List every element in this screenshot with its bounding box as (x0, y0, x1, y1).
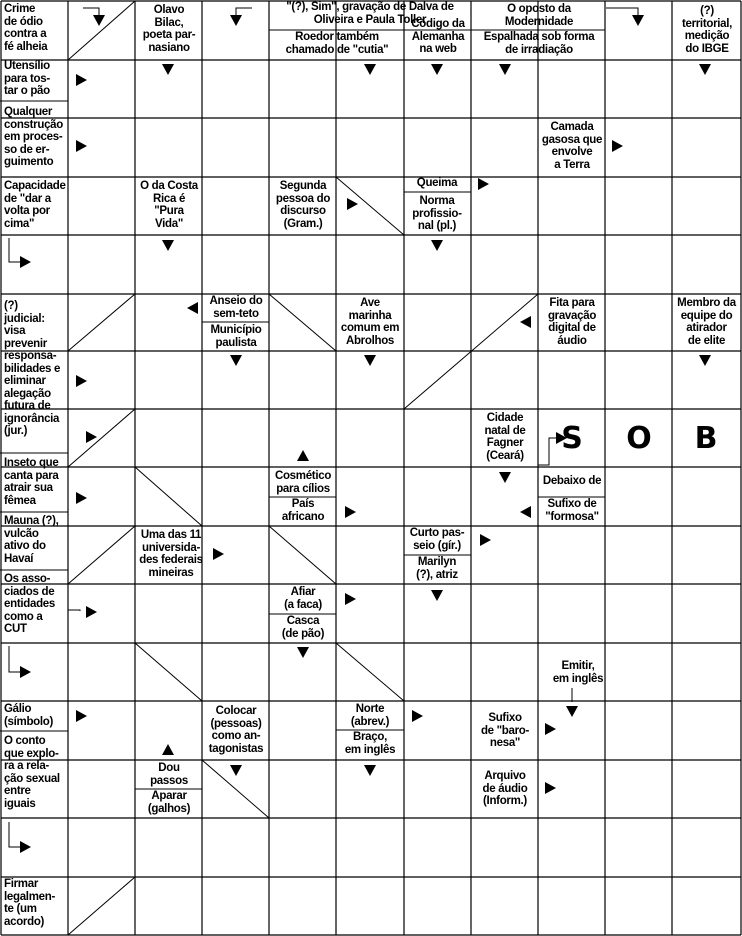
clue-dou-passos: Dou passos (150, 762, 188, 787)
diagonal-split-line (68, 409, 135, 467)
arrow-down-icon (230, 765, 242, 776)
arrow-down-icon (699, 64, 711, 75)
clue-segunda-pessoa: Segunda pessoa do discurso (Gram.) (275, 180, 331, 230)
letter-cell-o[interactable]: O (626, 421, 652, 456)
arrow-down-icon (699, 355, 711, 366)
diagonal-split-line (68, 877, 135, 935)
arrow-right-icon (345, 593, 356, 605)
arrow-right-icon (347, 198, 358, 210)
arrow-right-icon (20, 666, 31, 678)
bent-arrow-line (9, 822, 20, 847)
clue-firmar-legalmente: Firmar legalmen- te (um acordo) (4, 878, 55, 928)
arrow-down-icon (162, 64, 174, 75)
clue-sim-gravacao: "(?), Sim", gravação de Dalva de Oliveira e Paula Toller (286, 1, 454, 26)
clue-associados: Os asso- ciados de entidades como a CUT (4, 573, 55, 635)
clue-ave-marinha: Ave marinha comum em Abrolhos (340, 297, 400, 347)
clue-conto: O conto que explo- ra a rela- ção sexual entre iguais (4, 735, 60, 810)
clue-debaixo-de: Debaixo de (542, 475, 602, 487)
arrow-right-icon (20, 841, 31, 853)
arrow-right-icon (86, 606, 97, 618)
arrow-right-icon (76, 492, 87, 504)
arrow-down-icon (364, 355, 376, 366)
arrow-right-icon (478, 178, 489, 190)
clue-fita-gravacao: Fita para gravação digital de áudio (547, 297, 597, 347)
clue-utensilio: Utensílio para tos- tar o pão (4, 60, 50, 97)
clue-universidades: Uma das 11 universida- des federais mineiras (139, 529, 203, 579)
arrow-right-icon (480, 534, 491, 546)
diagonal-split-line (68, 526, 135, 584)
arrow-right-icon (76, 710, 87, 722)
arrow-down-icon (162, 240, 174, 251)
arrow-down-icon (431, 240, 443, 251)
clue-anseio-sem-teto: Anseio do sem-teto (209, 295, 263, 320)
clue-capacidade: Capacidade de "dar a volta por cima" (4, 180, 66, 230)
diagonal-split-line (68, 1, 135, 60)
diagonal-split-line (336, 643, 404, 701)
arrow-right-icon (76, 375, 87, 387)
clue-pais-africano: País africano (281, 498, 325, 523)
clue-braco-ingles: Braço, em inglês (344, 731, 396, 756)
clue-cosmetico-cilios: Cosmético para cílios (274, 470, 332, 495)
clue-norma-profissional: Norma profissio- nal (pl.) (412, 195, 462, 232)
clue-qualquer-construcao: Qualquer construção em proces- so de er- guimento (4, 106, 63, 168)
clue-olavo-bilac: Olavo Bilac, poeta par- nasiano (142, 4, 196, 54)
clue-mauna: Mauna (?), vulcão ativo do Havaí (4, 515, 59, 565)
clue-curto-passeio: Curto pas- seio (gír.) (409, 527, 465, 552)
diagonal-split-line (68, 294, 135, 351)
arrow-down-icon (499, 64, 511, 75)
diagonal-split-line (336, 177, 404, 235)
clue-afiar: Afiar (a faca) (284, 586, 322, 611)
arrow-left-icon (187, 302, 198, 314)
arrow-right-icon (76, 74, 87, 86)
letter-cell-s[interactable]: S (561, 421, 583, 456)
diagonal-split-line (269, 526, 336, 584)
arrow-left-icon (520, 316, 531, 328)
arrow-down-icon (230, 15, 242, 26)
clue-aparar: Aparar (galhos) (147, 790, 191, 815)
arrow-down-icon (297, 647, 309, 658)
arrow-right-icon (545, 723, 556, 735)
arrow-up-icon (162, 744, 174, 755)
diagonal-split-line (135, 643, 202, 701)
clue-norte-abrev: Norte (abrev.) (350, 703, 390, 728)
arrow-down-icon (566, 706, 578, 717)
arrow-right-icon (20, 256, 31, 268)
clue-colocar-pessoas: Colocar (pessoas) como an- tagonistas (208, 705, 264, 755)
clue-emitir: Emitir, em inglês (552, 660, 604, 685)
arrow-right-icon (86, 431, 97, 443)
clue-municipio-paulista: Município paulista (210, 324, 262, 349)
arrow-down-icon (364, 64, 376, 75)
clue-casca-pao: Casca (de pão) (281, 615, 325, 640)
clue-sufixo-formosa: Sufixo de "formosa" (545, 498, 599, 523)
clue-sufixo-baronesa: Sufixo de "baro- nesa" (480, 712, 530, 749)
clue-marilyn: Marilyn (?), atriz (416, 556, 458, 581)
arrow-right-icon (76, 140, 87, 152)
diagonal-split-line (135, 467, 202, 526)
arrow-down-icon (431, 590, 443, 601)
clue-espalhada: Espalhada sob forma de irradiação (483, 31, 595, 56)
clue-galio: Gálio (símbolo) (4, 703, 54, 728)
arrow-down-icon (632, 15, 644, 26)
clue-crime-odio: Crime de ódio contra a fé alheia (4, 3, 48, 53)
clue-cidade-fagner: Cidade natal de Fagner (Ceará) (484, 412, 526, 462)
clue-queima: Queima (416, 177, 458, 189)
bent-arrow-line (83, 8, 99, 15)
arrow-down-icon (93, 15, 105, 26)
bent-arrow-line (9, 238, 20, 262)
clue-inseto: Inseto que canta para atrair sua fêmea (4, 457, 59, 507)
clue-oposto-modernidade: O oposto da Modernidade (504, 3, 574, 28)
clue-judicial: (?) judicial: visa prevenir responsa- bilidades e eliminar alegação futura de ignorância (jur.) (4, 300, 61, 437)
clue-codigo-alemanha: Código da Alemanha na web (411, 18, 465, 55)
clue-costa-rica: O da Costa Rica é "Pura Vida" (140, 180, 198, 230)
clue-roedor-cutia: Roedor também chamado de "cutia" (285, 31, 389, 56)
bent-arrow-line (9, 646, 20, 672)
diagonal-split-line (269, 294, 336, 351)
bent-arrow-line (606, 8, 638, 15)
clue-membro-equipe: Membro da equipe do atirador de elite (677, 297, 736, 347)
arrow-down-icon (499, 472, 511, 483)
letter-cell-b[interactable]: B (694, 421, 718, 456)
arrow-up-icon (297, 450, 309, 461)
arrow-right-icon (345, 506, 356, 518)
arrow-right-icon (612, 140, 623, 152)
bent-arrow-line (236, 8, 252, 15)
arrow-right-icon (545, 782, 556, 794)
arrow-left-icon (520, 506, 531, 518)
arrow-right-icon (213, 548, 224, 560)
clue-arquivo-audio: Arquivo de áudio (Inform.) (482, 770, 528, 807)
arrow-down-icon (364, 765, 376, 776)
arrow-down-icon (431, 64, 443, 75)
clue-territorial-ibge: (?) territorial, medição do IBGE (681, 5, 733, 55)
arrow-down-icon (230, 355, 242, 366)
arrow-right-icon (412, 710, 423, 722)
clue-camada-gasosa: Camada gasosa que envolve a Terra (541, 121, 603, 171)
